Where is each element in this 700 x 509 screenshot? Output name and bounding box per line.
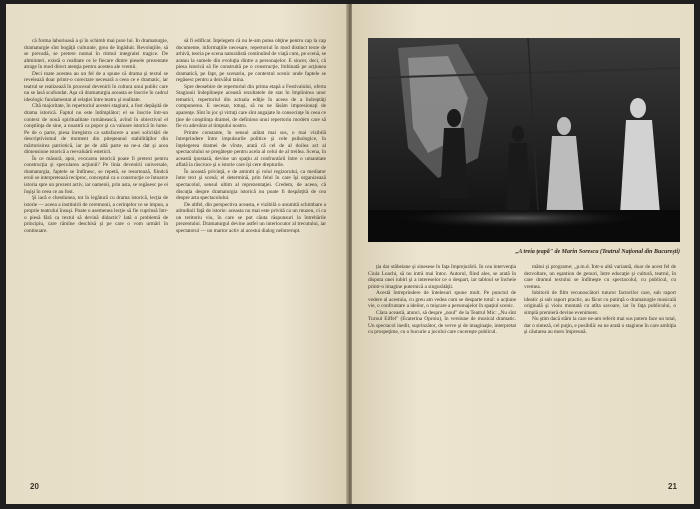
- magazine-spread: [6, 4, 694, 504]
- paragraph: Clara această, atunci, să despre „noul" de la Teatrul Mic: „Nu sînt Turnul Eiffel" (Ecaterina Oproiu), în versiune de musical dramatic. Un spectacol inedit, suprinzător, de verve şi de imaginaţie, interpretat cu prospeţime, cu o bucurie a jocului care cucereşte publicul.: [368, 309, 516, 336]
- page-number-right: 21: [668, 482, 677, 491]
- paragraph: Deci toate acestea au un fel de a spune că drama şi textul se revelează doar printr-o corectare necesară a ceea ce e dramatic, iar teatrul se realizează în procesul devenirii în cultura unui public care nu se lasă scufundat. Aşa că dramaturgia aceasta se înscrie în cadrul ideologic fundamentat al relaţiei între teatru şi realitate.: [24, 70, 168, 103]
- paragraph: De altfel, din perspectiva aceasta, e vizibilă o anumită schimbare a atitudinii faţă de istorie: aceasta nu mai este privită ca un muzeu, ci ca un teritoriu viu, în care se pot căuta răspunsuri la întrebările prezentului. Dramaturgul devine astfel un interlocutor al trecutului, iar spectatorul — un martor activ al acestui dialog neîntrerupt.: [176, 201, 326, 234]
- paragraph: Acestă întreprindere de întelesuri spune mult. Pe punctul de vedere al acestuia, cu greu am vedea cum se desparte totul: o acţiune vie, o confruntare a ideilor, o mişcare a personajelor în spaţiul scenic.: [368, 290, 516, 310]
- paragraph: Iubitorii de film recunoscători tuturor factorilor care, sub raport ideatic şi sub raport practic, au făcut cu putinţă o dramaturgie musicală originală şi vioiu montată cu atîta savoare, iar în faţa publicului, o simplă premieră devine eveniment.: [524, 290, 676, 316]
- right-column-1: [368, 264, 516, 478]
- right-page: [352, 4, 694, 504]
- paragraph: să fi edificat. Înţelegem că nu le-am putea obţine pentru cap la cap documente, informaţiile necesare, repertoriul în mod distinct texte de arhivă, teoria pe scena naturalistă continuînd de viaţă cum, pe scenă, se aratau la sumele din evoluţia dintre a personajelor. E sincer, deci, că piesa istorică să fie construită pe o construcţie, îmbinată pe acţiunea dramatică, pe fapt, pe scenariu, pe contextul scenic unde faptele se regăsesc pentru a dezvălui taina.: [176, 38, 326, 84]
- left-page: [6, 4, 348, 504]
- stage-photo: [368, 38, 680, 242]
- left-column-1: [24, 38, 168, 478]
- paragraph: Spre deosebire de repertoriul din prima etapă a Festivalului, oferta Stagiunii îndeplineşte această rezultatele de stat în împlinirea unor tematici, repertoriul din actuala ediţie în aceea de a îndreptăţi compunerea. E necesar, totuşi, să nu ne lăsăm impresionaţi de aparenţe. Sînt în joc şi virtuţi care sînt angajate în consecinţe în ceea ce ţine de conştiinţa dramei, de definirea unui repertoriu modern care să fie cu adevărat al timpului nostru.: [176, 83, 326, 130]
- page-number-left: 20: [30, 482, 39, 491]
- paragraph: Nu ştim dacă stăm la care ne-am referit mai sus putem face un total, dar o sinteză, cel puţin, e posibilă: ea ne arată o stagiune în care ambiţia şi căutarea au mers împreună.: [524, 316, 676, 336]
- paragraph: mătui şi programe; „p.m.d. Într-o altă variantă, doar de acest fel de dezvoltare, un eşantion de genuri, între educaţie şi cultură, teatrul, în care drumul textului se întîlneşte cu spectacolul, cu publicul, cu vremea.: [524, 264, 676, 290]
- stage-photo-image: [368, 38, 680, 242]
- paragraph: În ce măsură, apoi, evocarea istorică poate fi pretext pentru construcţia şi specularea acţiunii? Pe linia devenirii universale, dramaturgia, faptele se întîlnesc, se repetă, se resortează, fiindcă eroii se interpretează reciproc, conceptul ca o construcţie ce întoarce istoria spre un prezent activ, iar oamenii, prin asta, se regăsesc pe ei înşişi în ceea ce au fost.: [24, 155, 168, 195]
- left-column-2: [176, 38, 326, 478]
- paragraph: Şi iacă e chestiunea, tot în legătură cu drama istorică, lecţia de istorie — aceea a instituirii de ceremonii, a cerinţelor ce se impun, a proprie teatrului însuşi. Poate o asemenea lecţie să fie cuprinsă într-o piesă fără ca textul să devină didactic? Iată o problemă de principiu, care rămîne deschisă şi pe care o vom urmări în continuare.: [24, 195, 168, 234]
- paragraph: ţia dar stăbeiane şi sinesese în faţa împrejurării. În cea intervenţia Ciula Loachi, să nu intră mai întoc. Autorul, fiind ales, se arată în disputa unei iubiri şi a intereselor ce o despart, iar tabloul se încheie printr-o imagine puternică a singurătăţii.: [368, 264, 516, 290]
- photo-caption: „A treia ţeapă" de Marin Sorescu (Teatrul Naţional din Bucureşti): [515, 249, 680, 255]
- paragraph: Printre constante, în sensul arătat mai sus, o mai vizibilă întreprindere între impulsurile politice şi cele psihologice, în înţelegerea dramei de vîrste, arată că cel de al doilea act al spectacolului se pregăteşte pentru acela al celui de al treilea. Scena, în această ipostază, devine un spaţiu al confruntării între o umanitate aflată la răscruce şi o istorie care îşi cere drepturile.: [176, 129, 326, 169]
- paragraph: Cîtă majoritate, în repertoriul acestei stagiuni, a fost depăşită de drama istorică. Faptul nu este întîmplător; el se înscrie într-un context de nouă spiritualitate românească, avînd în obiectivul el conştiinţa de sine, a noastră ca popor şi ca valoare istorică în lume. Pe de o parte, piesa înregistra ca satisfacere a unei solicitări de descriptivismul de moment din piteşteanul stabilităţilor din mărturisirea patriotică, iar pe de altă parte ea ne-a dat şi acea dimensiune istorică a reevaluării esteticii.: [24, 103, 168, 156]
- paragraph: În această privinţă, e de amintit şi rolul regizorului, ca mediator între text şi scenă; el determină, prin felul în care îşi organizează spectacolul, sensul ultim al reprezentaţiei. Credem, de aceea, că discuţia despre dramaturgia istorică nu poate fi despărţită de cea despre arta spectacolului.: [176, 168, 326, 202]
- right-column-2: [524, 264, 676, 478]
- paragraph: că forma laborioasă a şi în schimb mai pure lui. În dramaturgie, dramaturgie sînt bogăţii culturale, grea de îngăduit. Revoluţiile, să se prevadă, se pretere numai în ritmul integralei tragice. De altminteri, există o realitate ce le fiecare dintre piesele prezentate atrage în mod direct atenţia pentru acestea ale vremii.: [24, 38, 168, 71]
